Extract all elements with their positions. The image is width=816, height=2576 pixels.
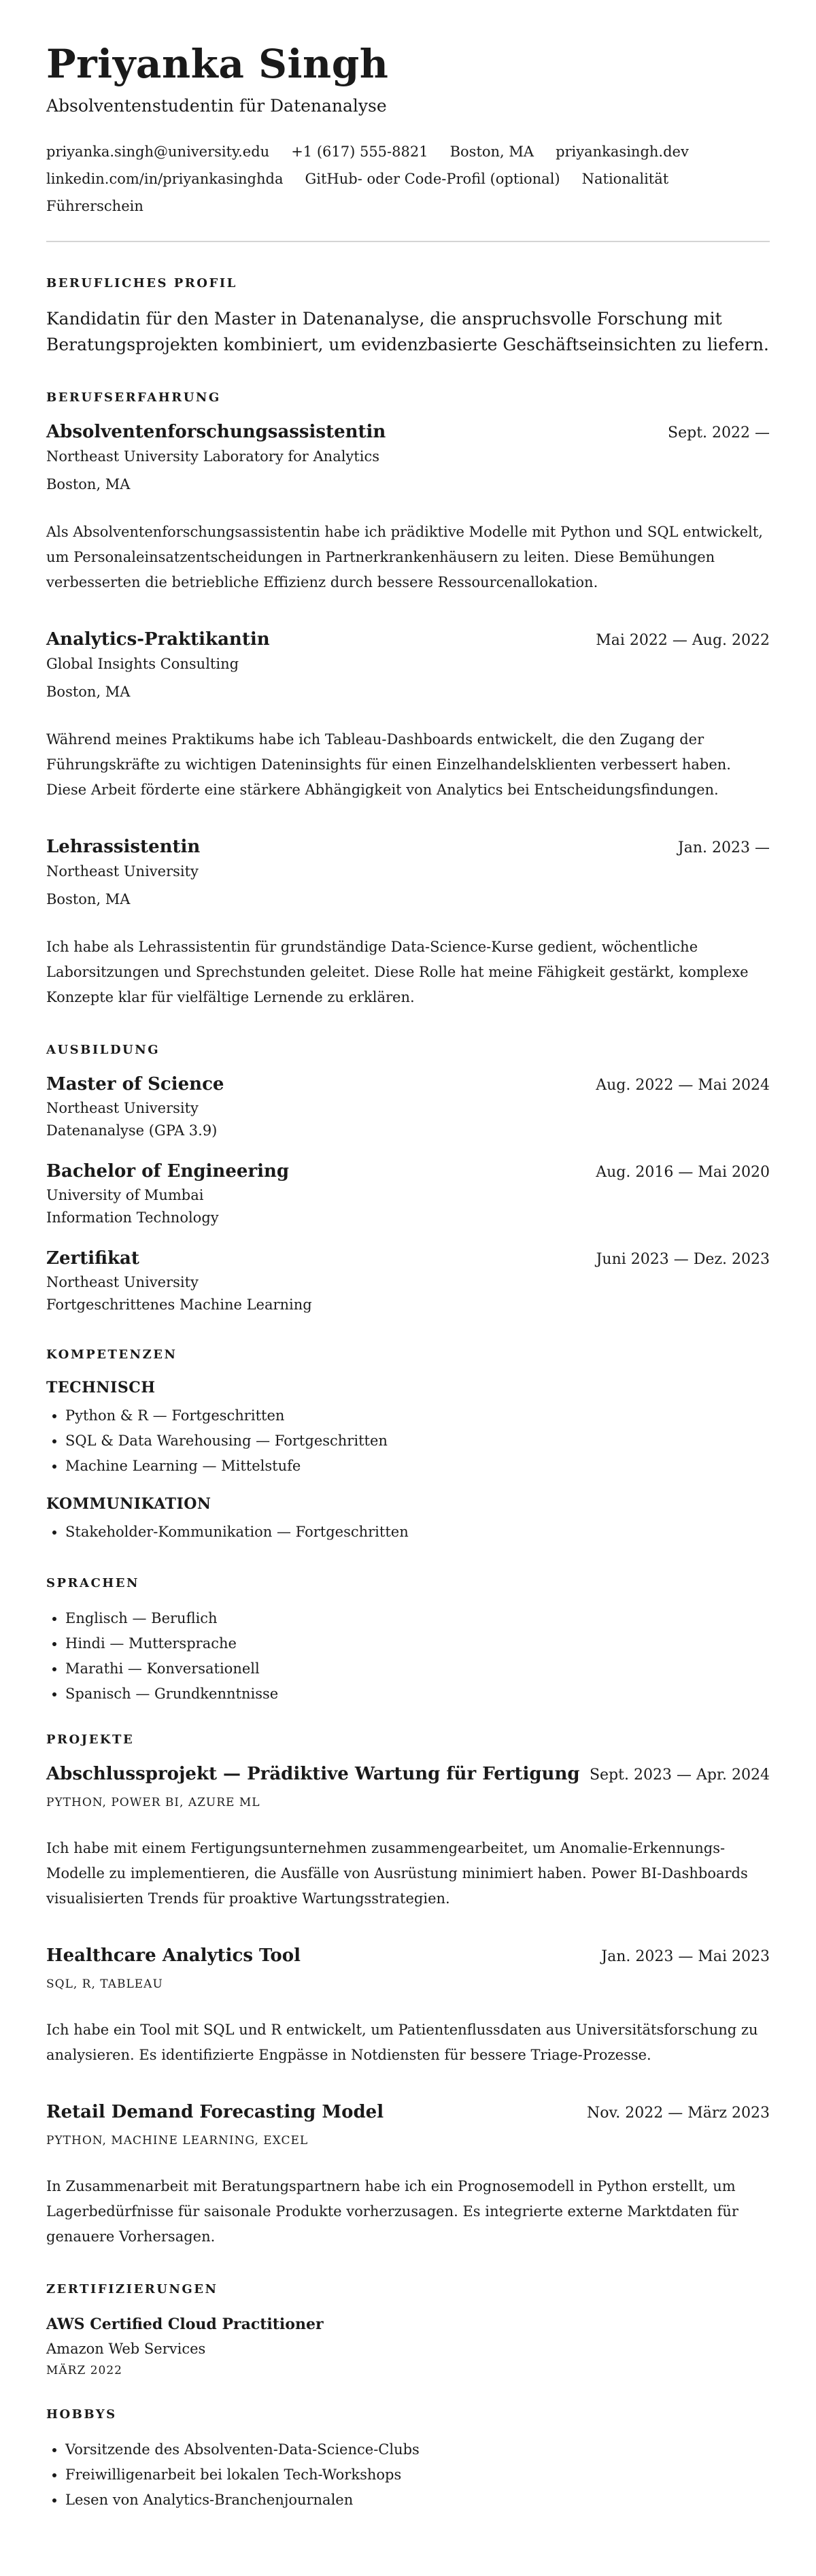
contact-website: priyankasingh.dev — [556, 144, 689, 160]
job-title: Analytics-Praktikantin — [46, 629, 270, 650]
job-description: Ich habe als Lehrassistentin für grundständige Data-Science-Kurse gedient, wöchentliche Laborsitzungen und Sprechstunden geleitet. Diese Rolle hat meine Fähigkeit gestärkt, komplexe Konzepte klar für vielfältige Lernende zu erklären. — [46, 939, 749, 1005]
profile-summary: Kandidatin für den Master in Datenanalyse, die anspruchsvolle Forschung mit Beratungsprojekten kombiniert, um evidenzbasierte Geschäftseinsichten zu liefern. — [46, 309, 769, 354]
degree-field: Fortgeschrittenes Machine Learning — [46, 1297, 312, 1313]
project-description: Ich habe ein Tool mit SQL und R entwickelt, um Patientenflussdaten aus Universitätsforschung zu analysieren. Es identifizierte Engpässe in Notdiensten für bessere Triage-Prozesse. — [46, 2022, 758, 2063]
job-title: Absolventenforschungsassistentin — [46, 422, 386, 442]
profile-section — [46, 276, 770, 358]
section-heading-profile: BERUFLICHES PROFIL — [46, 276, 237, 290]
education-section — [46, 1043, 770, 1316]
job-dates: Sept. 2022 — — [668, 424, 770, 441]
degree-field: Datenanalyse (GPA 3.9) — [46, 1122, 218, 1139]
project-title: Abschlussprojekt — Prädiktive Wartung für Fertigung — [46, 1764, 580, 1784]
job-organization: Northeast University — [46, 863, 199, 880]
skill-group-title: KOMMUNIKATION — [46, 1495, 211, 1513]
project-title: Retail Demand Forecasting Model — [46, 2102, 384, 2122]
section-heading-hobbies: HOBBYS — [46, 2407, 117, 2422]
language-item: • Spanisch — Grundkenntnisse — [65, 1682, 770, 1707]
experience-entry — [46, 420, 770, 595]
contact-phone: +1 (617) 555-8821 — [291, 144, 428, 160]
skill-group-technical — [46, 1377, 770, 1398]
project-title: Healthcare Analytics Tool — [46, 1945, 301, 1966]
certifications-section — [46, 2282, 770, 2380]
certification-issuer: Amazon Web Services — [46, 2341, 206, 2357]
experience-entry — [46, 835, 770, 1010]
job-dates: Jan. 2023 — — [677, 839, 770, 856]
project-dates: Jan. 2023 — Mai 2023 — [601, 1948, 770, 1965]
contact-github: GitHub- oder Code-Profil (optional) — [305, 171, 560, 187]
certification-date: MÄRZ 2022 — [46, 2364, 122, 2377]
skill-group-title: TECHNISCH — [46, 1379, 156, 1396]
language-item: • Marathi — Konversationell — [65, 1656, 770, 1682]
contact-nationality: Nationalität — [581, 171, 669, 187]
hobby-item: • Freiwilligenarbeit bei lokalen Tech-Workshops — [65, 2462, 770, 2488]
section-heading-education: AUSBILDUNG — [46, 1043, 160, 1057]
job-organization: Global Insights Consulting — [46, 656, 239, 672]
project-dates: Nov. 2022 — März 2023 — [586, 2105, 770, 2122]
section-heading-skills: KOMPETENZEN — [46, 1348, 177, 1362]
job-location: Boston, MA — [46, 476, 131, 492]
skills-section — [46, 1348, 770, 1545]
degree-dates: Aug. 2022 — Mai 2024 — [596, 1077, 770, 1094]
education-entry — [46, 1160, 770, 1229]
languages-section — [46, 1576, 770, 1707]
section-heading-projects: PROJEKTE — [46, 1733, 135, 1747]
certification-title: AWS Certified Cloud Practitioner — [46, 2315, 324, 2333]
language-item: • Hindi — Muttersprache — [65, 1631, 770, 1656]
project-description: In Zusammenarbeit mit Beratungspartnern habe ich ein Prognosemodell in Python erstellt, um Lagerbedürfnisse für saisonale Produkte vorherzusagen. Es integrierte externe Marktdaten für genauere Vorhersagen. — [46, 2178, 738, 2245]
job-description: Während meines Praktikums habe ich Tableau-Dashboards entwickelt, die den Zugang der Führungskräfte zu wichtigen Dateninsights für einen Einzelhandelsklienten verbessert haben. Diese Arbeit förderte eine stärkere Abhängigkeit von Analytics bei Entscheidungsfindungen. — [46, 731, 731, 798]
project-dates: Sept. 2023 — Apr. 2024 — [589, 1767, 770, 1784]
project-entry — [46, 2101, 770, 2249]
school-name: University of Mumbai — [46, 1187, 204, 1203]
degree-title: Master of Science — [46, 1074, 224, 1094]
hobbies-section — [46, 2407, 770, 2513]
section-heading-languages: SPRACHEN — [46, 1576, 139, 1590]
skill-item: • SQL & Data Warehousing — Fortgeschritten — [65, 1428, 770, 1454]
skill-group-communication — [46, 1494, 770, 1514]
contact-email: priyanka.singh@university.edu — [46, 144, 270, 160]
project-tech-stack: PYTHON, POWER BI, AZURE ML — [46, 1796, 260, 1809]
project-tech-stack: PYTHON, MACHINE LEARNING, EXCEL — [46, 2134, 309, 2147]
degree-dates: Juni 2023 — Dez. 2023 — [596, 1251, 770, 1268]
hobby-item: • Lesen von Analytics-Branchenjournalen — [65, 2488, 770, 2513]
candidate-name: Priyanka Singh — [46, 41, 389, 87]
job-description: Als Absolventenforschungsassistentin habe ich prädiktive Modelle mit Python und SQL entwickelt, um Personaleinsatzentscheidungen in Partnerkrankenhäusern zu leiten. Diese Bemühungen verbesserten die betriebliche Effizienz durch bessere Ressourcenallokation. — [46, 524, 763, 590]
degree-field: Information Technology — [46, 1209, 219, 1226]
resume-header — [46, 39, 770, 214]
job-location: Boston, MA — [46, 891, 131, 907]
job-location: Boston, MA — [46, 684, 131, 700]
job-dates: Mai 2022 — Aug. 2022 — [596, 632, 770, 649]
job-organization: Northeast University Laboratory for Analytics — [46, 448, 379, 465]
contact-drivers-license: Führerschein — [46, 198, 143, 214]
project-entry — [46, 1762, 770, 1911]
language-item: • Englisch — Beruflich — [65, 1606, 770, 1631]
experience-section — [46, 390, 770, 1010]
school-name: Northeast University — [46, 1100, 199, 1116]
project-tech-stack: SQL, R, TABLEAU — [46, 1977, 163, 1991]
header-divider — [46, 241, 770, 242]
hobby-item: • Vorsitzende des Absolventen-Data-Science-Clubs — [65, 2437, 770, 2462]
skill-list-technical — [46, 1403, 770, 1479]
contact-list — [46, 144, 770, 214]
contact-location: Boston, MA — [449, 144, 534, 160]
contact-linkedin: linkedin.com/in/priyankasinghda — [46, 171, 284, 187]
degree-title: Zertifikat — [46, 1248, 139, 1269]
projects-section — [46, 1733, 770, 2249]
hobby-list — [46, 2437, 770, 2513]
education-entry — [46, 1073, 770, 1142]
project-entry — [46, 1944, 770, 2068]
skill-list-communication — [46, 1520, 770, 1545]
job-title: Lehrassistentin — [46, 837, 201, 857]
education-entry — [46, 1247, 770, 1316]
degree-dates: Aug. 2016 — Mai 2020 — [596, 1164, 770, 1181]
project-description: Ich habe mit einem Fertigungsunternehmen zusammengearbeitet, um Anomalie-Erkennungs-Modelle zu implementieren, die Ausfälle von Ausrüstung minimiert haben. Power BI-Dashboards visualisierten Trends für proaktive Wartungsstrategien. — [46, 1840, 748, 1907]
school-name: Northeast University — [46, 1274, 199, 1290]
experience-entry — [46, 628, 770, 803]
certification-entry — [46, 2312, 770, 2380]
skill-item: • Machine Learning — Mittelstufe — [65, 1454, 770, 1479]
section-heading-certifications: ZERTIFIZIERUNGEN — [46, 2282, 218, 2296]
skill-item: • Python & R — Fortgeschritten — [65, 1403, 770, 1428]
degree-title: Bachelor of Engineering — [46, 1161, 290, 1182]
language-list — [46, 1606, 770, 1707]
skill-item: • Stakeholder-Kommunikation — Fortgeschritten — [65, 1520, 770, 1545]
candidate-tagline: Absolventenstudentin für Datenanalyse — [46, 96, 387, 116]
section-heading-experience: BERUFSERFAHRUNG — [46, 390, 221, 405]
